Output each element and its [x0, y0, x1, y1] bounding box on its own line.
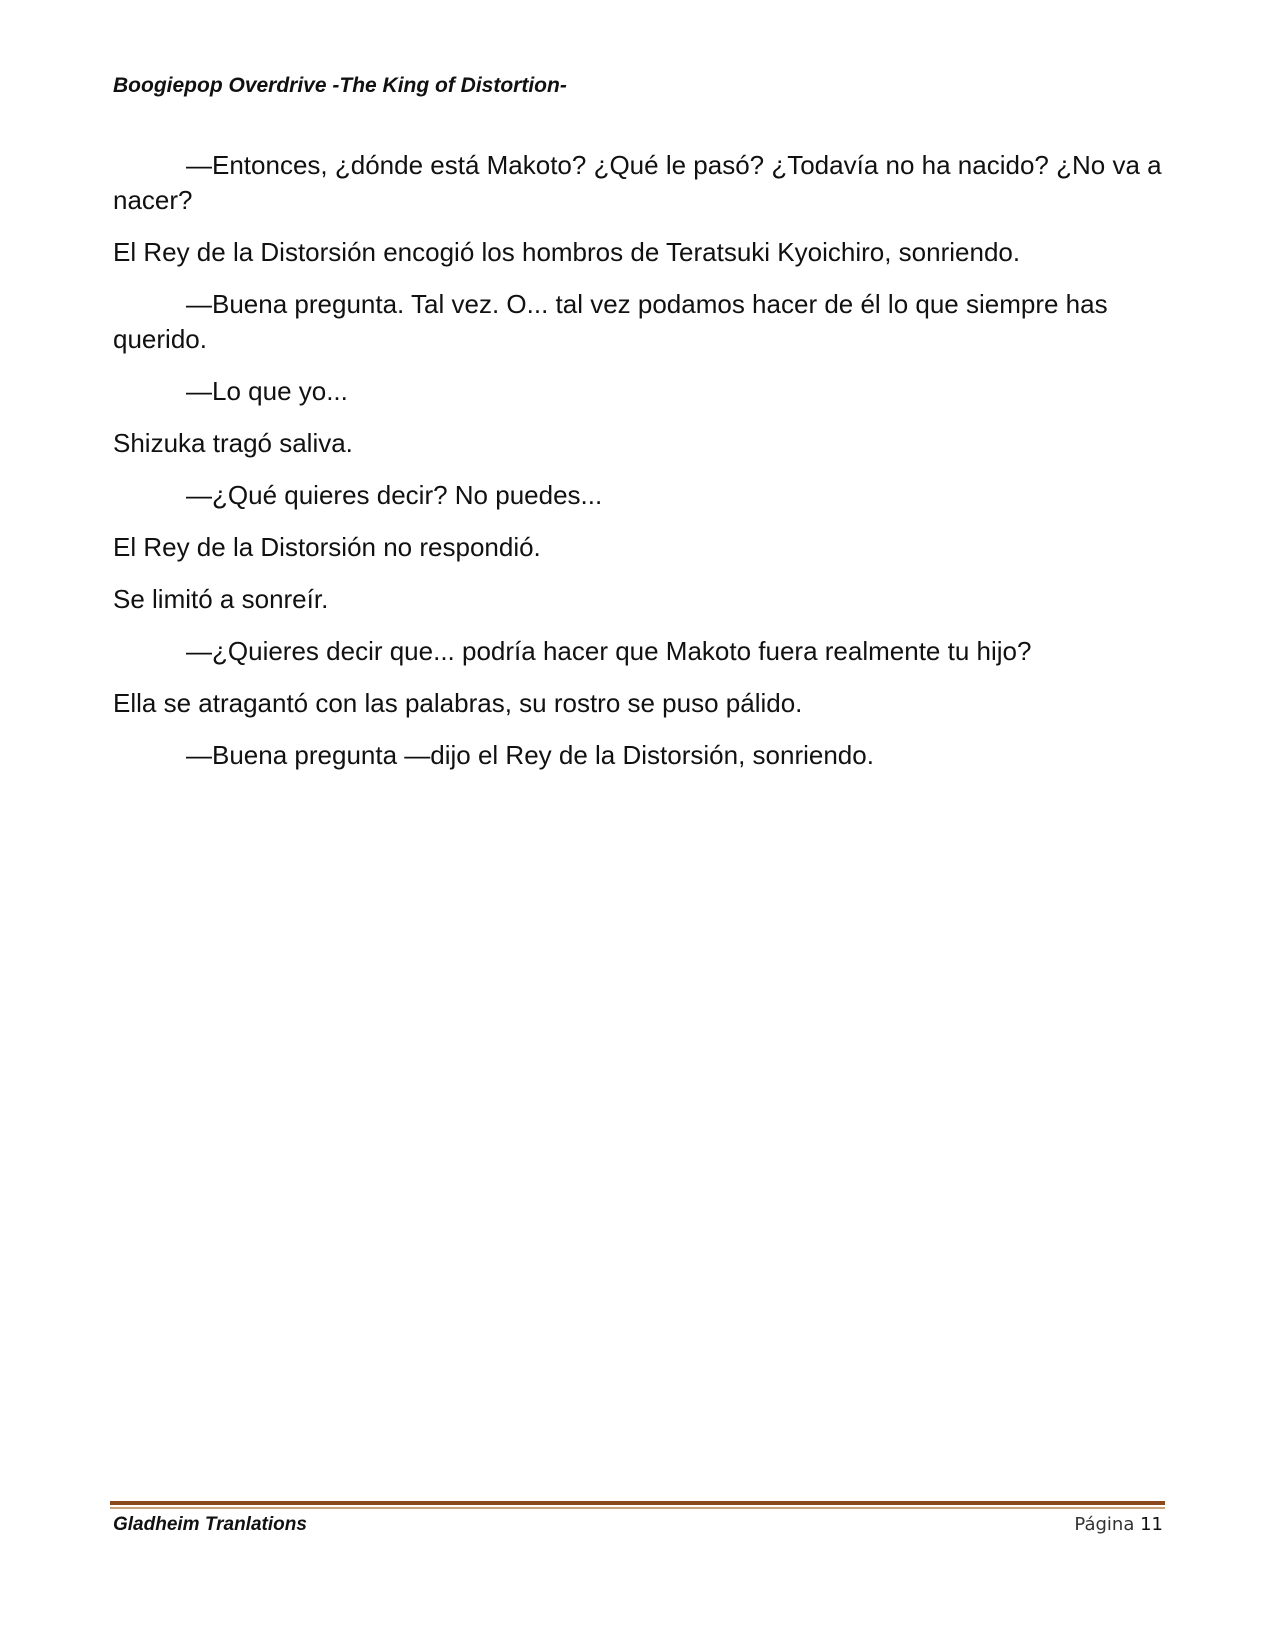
body-text	[113, 148, 1173, 790]
paragraph-11: —Buena pregunta —dijo el Rey de la Distorsión, sonriendo.	[186, 740, 874, 770]
running-header-title: Boogiepop Overdrive -The King of Distortion-	[113, 74, 567, 97]
paragraph-7: El Rey de la Distorsión no respondió.	[113, 532, 541, 562]
paragraph-2: El Rey de la Distorsión encogió los hombros de Teratsuki Kyoichiro, sonriendo.	[113, 237, 1021, 267]
paragraph-9: —¿Quieres decir que... podría hacer que Makoto fuera realmente tu hijo?	[186, 636, 1032, 666]
paragraph-1: —Entonces, ¿dónde está Makoto? ¿Qué le pasó? ¿Todavía no ha nacido? ¿No va a nacer?	[113, 150, 1162, 215]
paragraph-3: —Buena pregunta. Tal vez. O... tal vez podamos hacer de él lo que siempre has querido.	[113, 289, 1108, 354]
footer-page-indicator	[1074, 1514, 1163, 1535]
paragraph-5: Shizuka tragó saliva.	[113, 428, 353, 458]
footer-divider-thin	[110, 1507, 1165, 1509]
paragraph-10: Ella se atragantó con las palabras, su rostro se puso pálido.	[113, 688, 803, 718]
page-label: Página	[1074, 1514, 1135, 1535]
paragraph-8: Se limitó a sonreír.	[113, 584, 329, 614]
paragraph-6: —¿Qué quieres decir? No puedes...	[186, 480, 603, 510]
page-number: 11	[1140, 1514, 1163, 1535]
paragraph-4: —Lo que yo...	[186, 376, 348, 406]
footer-publisher: Gladheim Tranlations	[113, 1514, 307, 1535]
